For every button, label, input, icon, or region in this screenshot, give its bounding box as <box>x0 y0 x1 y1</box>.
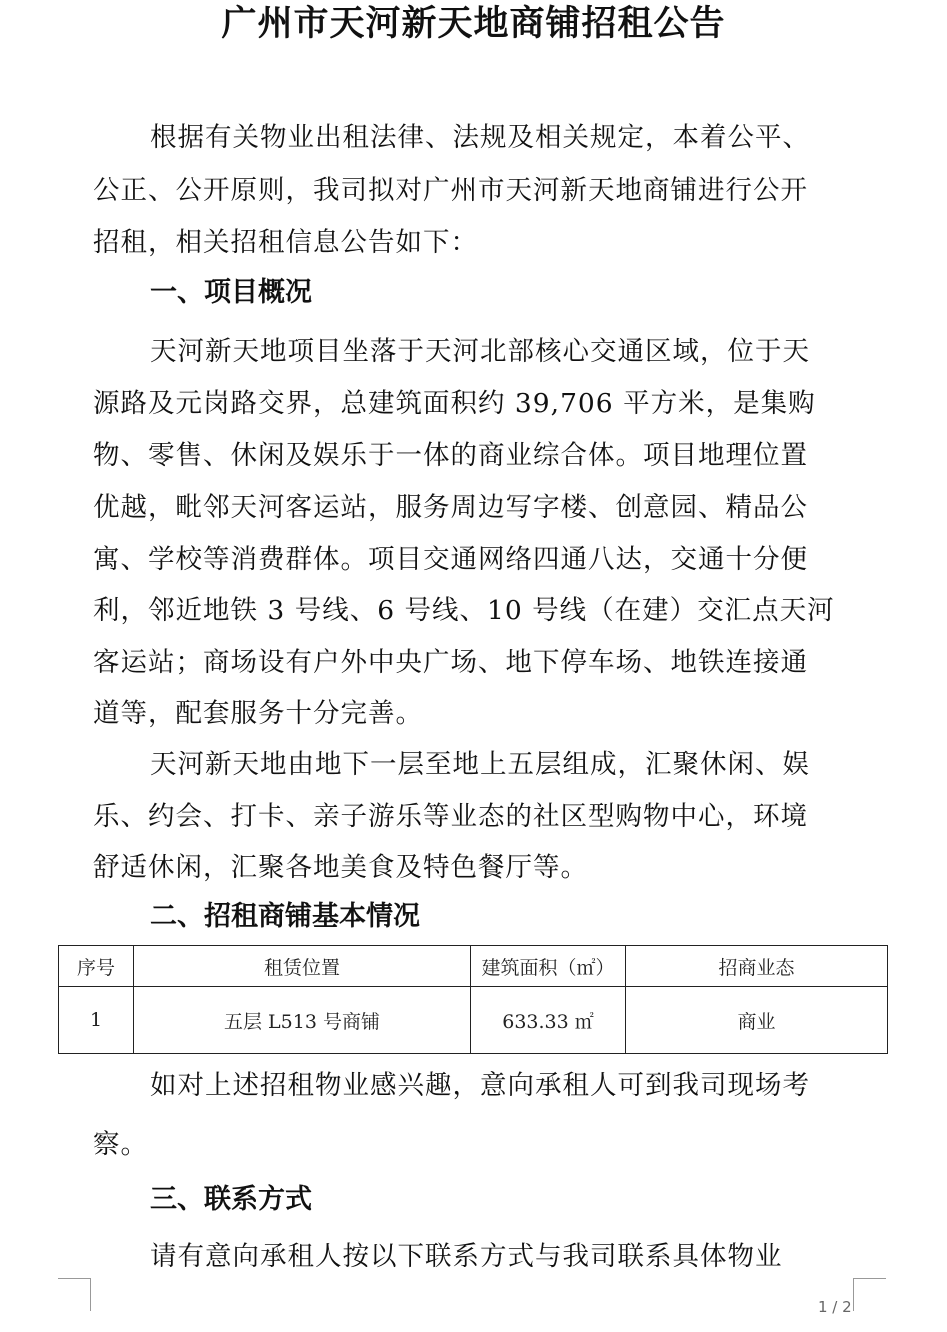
table-cell: 五层 L513 号商铺 <box>134 987 471 1054</box>
paragraph-line: 寓、学校等消费群体。项目交通网络四通八达，交通十分便 <box>93 544 808 575</box>
paragraph-line: 乐、约会、打卡、亲子游乐等业态的社区型购物中心，环境 <box>93 801 808 832</box>
section-heading-shop-info: 二、招租商铺基本情况 <box>150 901 420 932</box>
page-indicator: 1 / 2 <box>818 1298 852 1316</box>
table-header-cell: 建筑面积（㎡） <box>471 946 626 987</box>
paragraph-line: 源路及元岗路交界，总建筑面积约 39,706 平方米，是集购 <box>93 388 816 419</box>
table-header-cell: 租赁位置 <box>134 946 471 987</box>
shop-info-table <box>58 945 888 1054</box>
section-heading-contact: 三、联系方式 <box>150 1184 312 1215</box>
paragraph-line: 请有意向承租人按以下联系方式与我司联系具体物业 <box>150 1241 783 1272</box>
paragraph-line: 舒适休闲，汇聚各地美食及特色餐厅等。 <box>93 852 588 883</box>
paragraph-line: 如对上述招租物业感兴趣，意向承租人可到我司现场考 <box>150 1070 810 1101</box>
intro-line: 招租，相关招租信息公告如下： <box>93 227 478 258</box>
intro-line: 公正、公开原则，我司拟对广州市天河新天地商铺进行公开 <box>93 175 808 206</box>
table-cell: 商业 <box>626 987 888 1054</box>
paragraph-line: 利，邻近地铁 3 号线、6 号线、10 号线（在建）交汇点天河 <box>93 595 835 626</box>
page-corner-mark <box>853 1278 886 1311</box>
intro-line: 根据有关物业出租法律、法规及相关规定，本着公平、 <box>150 122 810 153</box>
table-cell: 1 <box>59 987 134 1054</box>
table-header-cell: 招商业态 <box>626 946 888 987</box>
paragraph-line: 天河新天地由地下一层至地上五层组成，汇聚休闲、娱 <box>150 749 810 780</box>
document-title: 广州市天河新天地商铺招租公告 <box>221 4 726 44</box>
table-header-cell: 序号 <box>59 946 134 987</box>
table-cell: 633.33 ㎡ <box>471 987 626 1054</box>
page-corner-mark <box>58 1278 91 1311</box>
section-heading-project-overview: 一、项目概况 <box>150 277 312 308</box>
paragraph-line: 天河新天地项目坐落于天河北部核心交通区域，位于天 <box>150 336 810 367</box>
table-row <box>59 987 888 1054</box>
paragraph-line: 察。 <box>93 1129 148 1160</box>
table-header-row <box>59 946 888 987</box>
paragraph-line: 物、零售、休闲及娱乐于一体的商业综合体。项目地理位置 <box>93 440 808 471</box>
paragraph-line: 道等，配套服务十分完善。 <box>93 698 423 729</box>
paragraph-line: 客运站；商场设有户外中央广场、地下停车场、地铁连接通 <box>93 647 808 678</box>
paragraph-line: 优越，毗邻天河客运站，服务周边写字楼、创意园、精品公 <box>93 492 808 523</box>
